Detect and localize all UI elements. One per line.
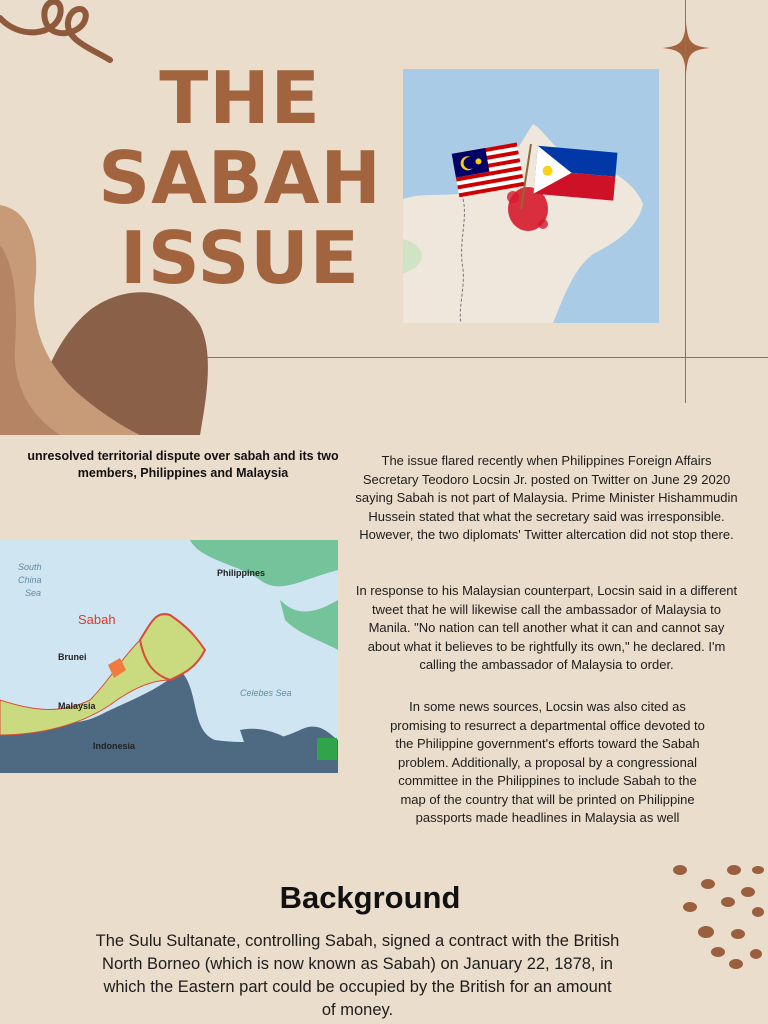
background-text: The Sulu Sultanate, controlling Sabah, signed a contract with the British North Borneo (which is now known as Sabah) on January 22, 1878, in which the Eastern part could be occupied by the British for an amount of money. xyxy=(95,932,620,1019)
map-label-malaysia: Malaysia xyxy=(58,701,96,711)
sabah-region-map-image xyxy=(0,540,338,773)
paragraph-twitter-dispute: The issue flared recently when Philippines Foreign Affairs Secretary Teodoro Locsin Jr. posted on Twitter on June 29 2020 saying Sabah is not part of Malaysia. Prime Minister Hishammudin Hussein stated that what the secretary said was irresponsible. However, the two diplomats' Twitter altercation did not stop there. xyxy=(355,453,738,542)
paragraph-locsin-response: In response to his Malaysian counterpart, Locsin said in a different tweet that he will likewise call the ambassador of Malaysia to Manila. "No nation can tell another what it can and cannot say about what it believes to be rightfully its own," he declared. I'm calling the ambassador of Malaysia to order. xyxy=(355,583,738,672)
title-line-3: ISSUE xyxy=(120,216,360,300)
paragraph-news-sources: In some news sources, Locsin was also cited as promising to resurrect a departmental office devoted to the Philippine government's efforts toward the Sabah problem. Additionally, a proposal by a congressional committee in the Philippines to include Sabah to the map of the country that will be printed on Philippine passports made headlines in Malaysia as well xyxy=(390,699,705,825)
map-label-indonesia: Indonesia xyxy=(93,741,136,751)
title-line-2: SABAH xyxy=(98,136,382,220)
map-label-south-china-sea-1: South xyxy=(18,562,42,572)
page-subtitle: unresolved territorial dispute over sabah and its two members, Philippines and Malaysia xyxy=(27,449,339,480)
map-label-philippines: Philippines xyxy=(217,568,266,578)
map-label-celebes-sea: Celebes Sea xyxy=(240,688,292,698)
vertical-divider xyxy=(685,0,686,403)
map-label-south-china-sea-3: Sea xyxy=(25,588,42,598)
map-label-brunei: Brunei xyxy=(58,652,87,662)
page-title xyxy=(60,58,420,298)
title-line-1: THE xyxy=(159,56,321,140)
sabah-flags-map-image xyxy=(403,69,659,323)
dots-decoration xyxy=(668,862,768,972)
map-label-south-china-sea-2: China xyxy=(18,575,42,585)
background-heading: Background xyxy=(279,880,461,915)
sparkle-icon xyxy=(662,22,710,74)
map-label-sabah: Sabah xyxy=(78,612,116,627)
